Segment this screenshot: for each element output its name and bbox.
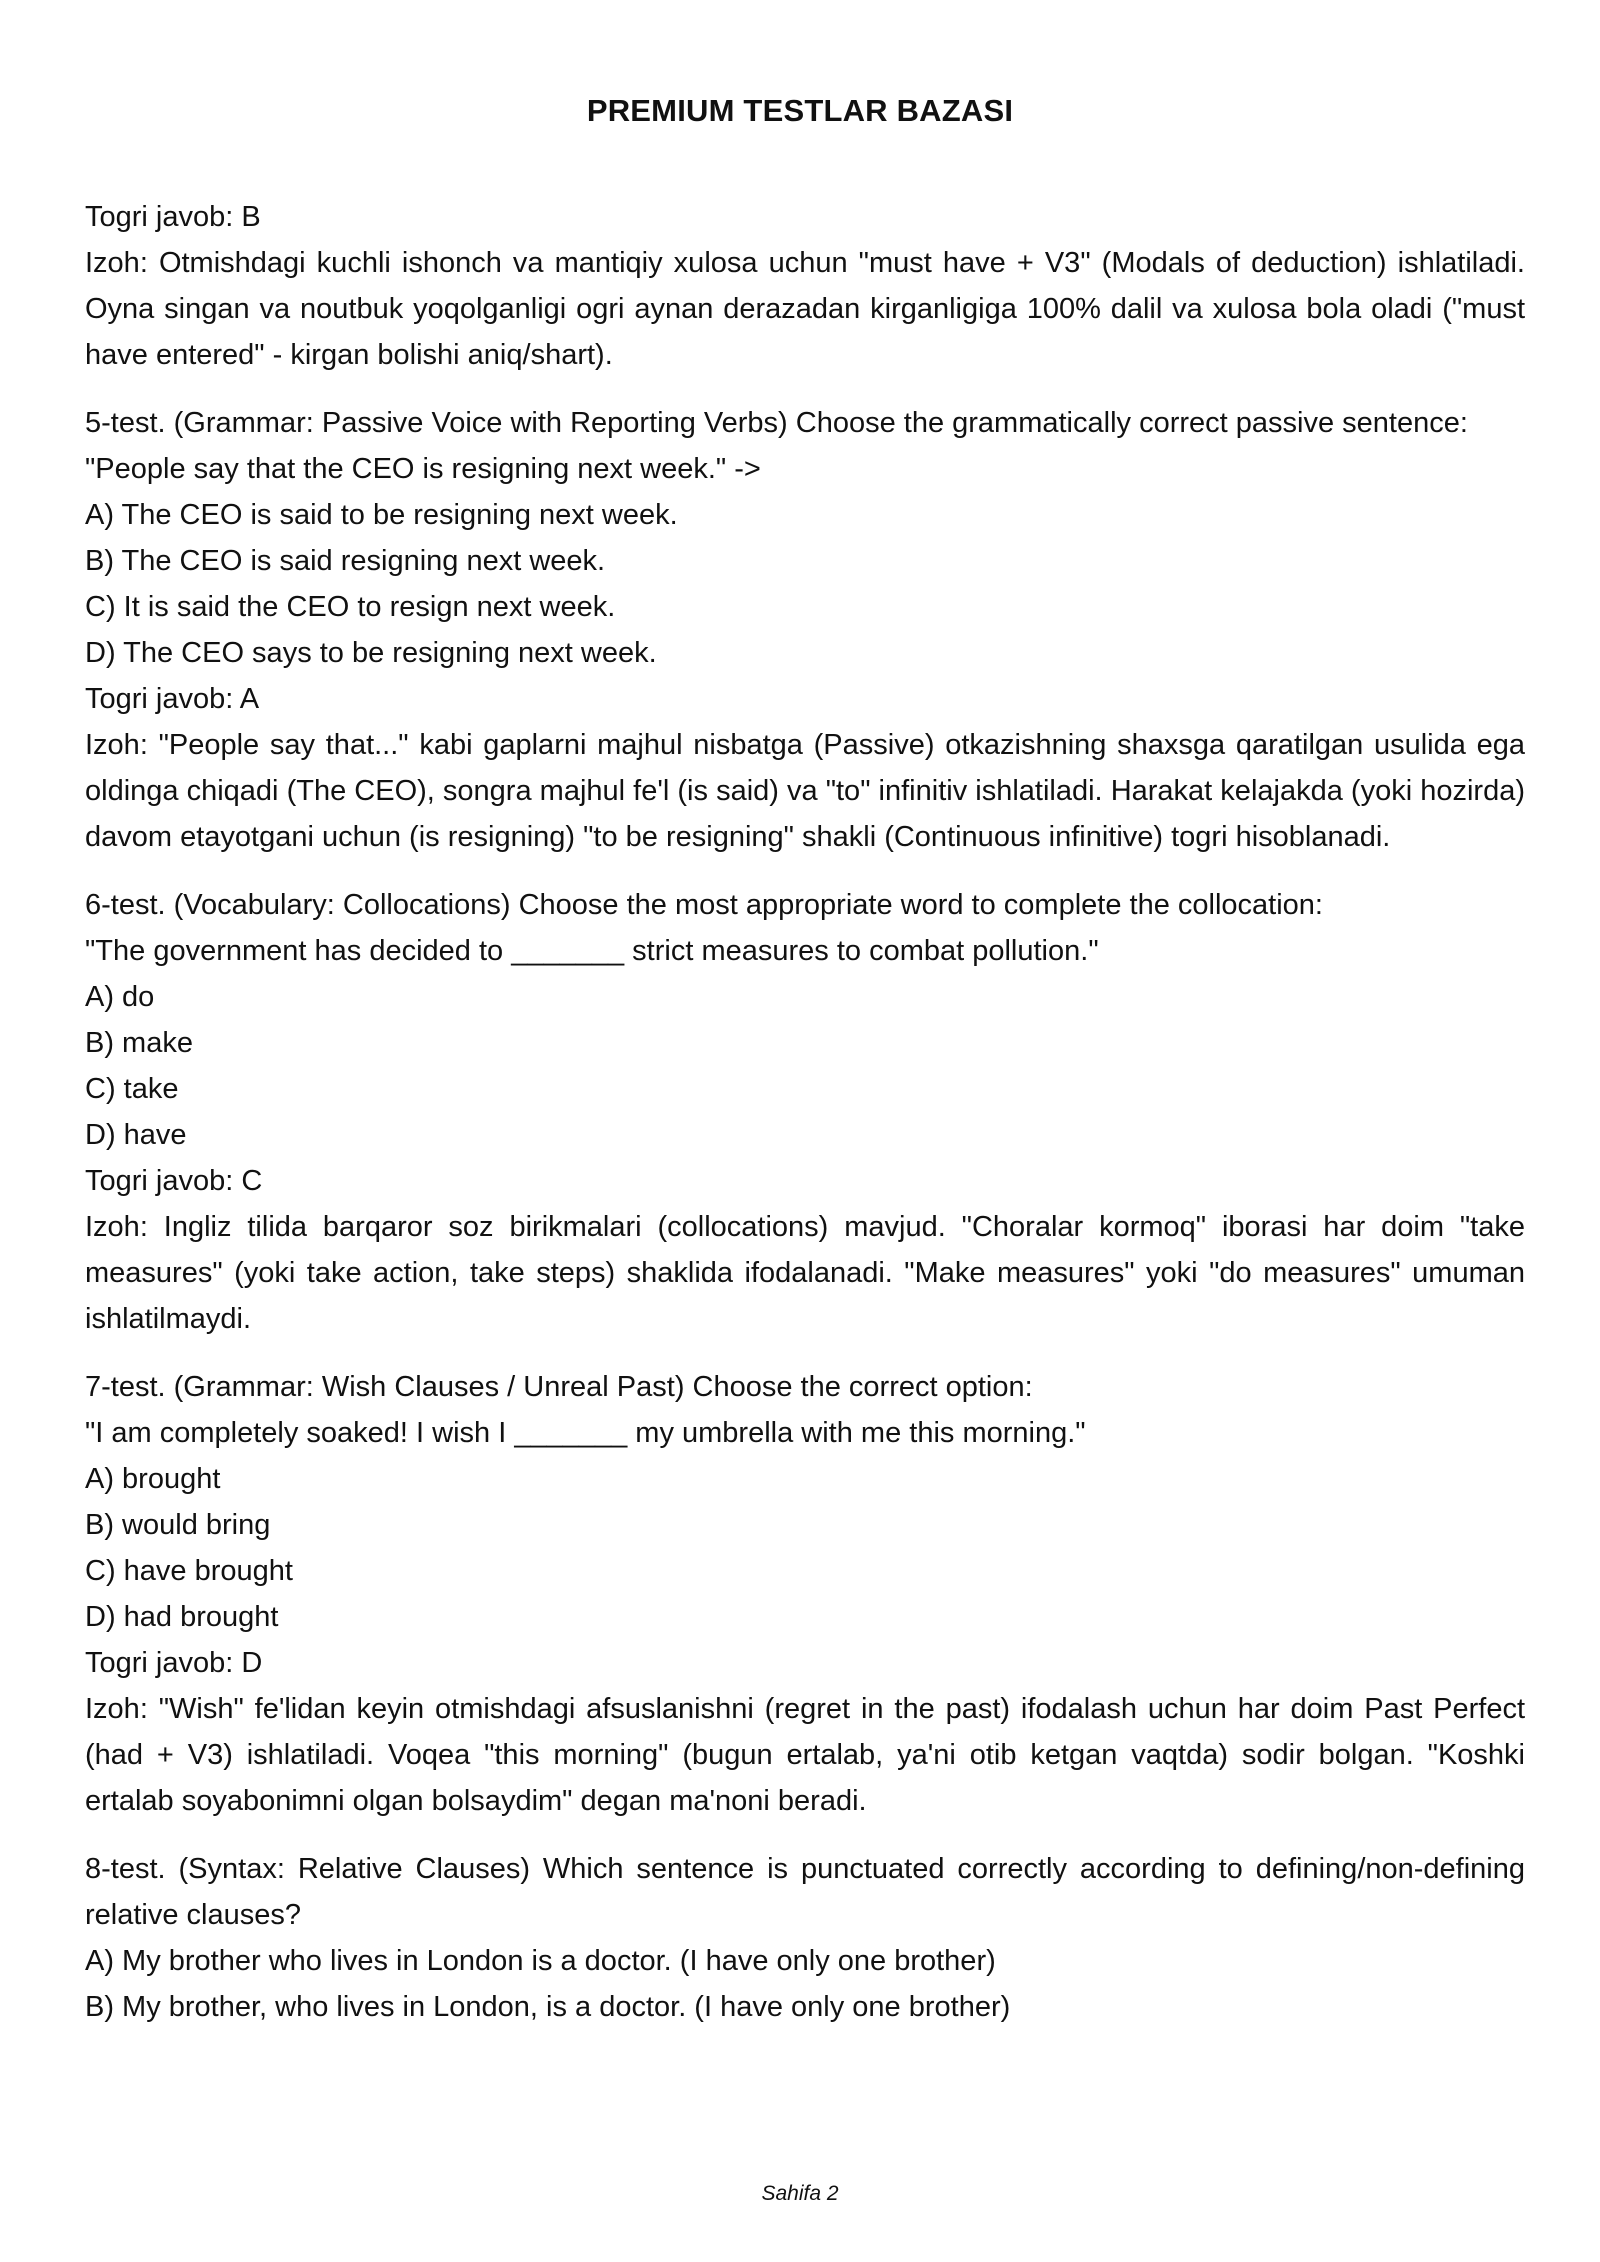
answer-line: Togri javob: A xyxy=(85,683,260,715)
explanation-paragraph: Izoh: "Wish" fe'lidan keyin otmishdagi afsuslanishni (regret in the past) ifodalash uchun har doim Past Perfect (had + V3) ishlatiladi. Voqea "this morning" (bugun ertalab, ya'ni otib ketgan vaqtda) sodir bolgan. "Koshki ertalab soyabonimni olgan bolsaydim" degan ma'noni beradi. xyxy=(85,1693,1525,1817)
answer-option: B) The CEO is said resigning next week. xyxy=(85,545,606,577)
answer-option: C) have brought xyxy=(85,1555,293,1587)
answer-option: C) It is said the CEO to resign next week. xyxy=(85,591,616,623)
document-body xyxy=(85,194,1525,2030)
answer-option: A) do xyxy=(85,981,155,1013)
question-prompt: "The government has decided to _______ strict measures to combat pollution." xyxy=(85,935,1099,967)
answer-option: A) My brother who lives in London is a doctor. (I have only one brother) xyxy=(85,1945,996,1977)
answer-option: A) brought xyxy=(85,1463,221,1495)
question-header: 8-test. (Syntax: Relative Clauses) Which sentence is punctuated correctly according to defining/non-defining relative clauses? xyxy=(85,1853,1525,1931)
question-block xyxy=(85,400,1525,860)
page-footer: Sahifa 2 xyxy=(761,2182,839,2205)
question-prompt: "People say that the CEO is resigning next week." -> xyxy=(85,453,761,485)
answer-line: Togri javob: B xyxy=(85,201,261,233)
question-block xyxy=(85,1846,1525,2030)
question-header: 7-test. (Grammar: Wish Clauses / Unreal Past) Choose the correct option: xyxy=(85,1371,1033,1403)
answer-option: D) had brought xyxy=(85,1601,279,1633)
answer-option: B) would bring xyxy=(85,1509,271,1541)
answer-option: C) take xyxy=(85,1073,179,1105)
question-header: 5-test. (Grammar: Passive Voice with Reporting Verbs) Choose the grammatically correct passive sentence: xyxy=(85,407,1468,439)
question-header: 6-test. (Vocabulary: Collocations) Choose the most appropriate word to complete the collocation: xyxy=(85,889,1323,921)
answer-option: B) make xyxy=(85,1027,193,1059)
answer-line: Togri javob: C xyxy=(85,1165,263,1197)
explanation-paragraph: Izoh: "People say that..." kabi gaplarni majhul nisbatga (Passive) otkazishning shaxsga qaratilgan usulida ega oldinga chiqadi (The CEO), songra majhul fe'l (is said) va "to" infinitiv ishlatiladi. Harakat kelajakda (yoki hozirda) davom etayotgani uchun (is resigning) "to be resigning" shakli (Continuous infinitive) togri hisoblanadi. xyxy=(85,729,1525,853)
explanation-paragraph: Izoh: Ingliz tilida barqaror soz birikmalari (collocations) mavjud. "Choralar kormoq" iborasi har doim "take measures" (yoki take action, take steps) shaklida ifodalanadi. "Make measures" yoki "do measures" umuman ishlatilmaydi. xyxy=(85,1211,1525,1335)
question-block xyxy=(85,1364,1525,1824)
question-block xyxy=(85,882,1525,1342)
explanation-paragraph: Izoh: Otmishdagi kuchli ishonch va mantiqiy xulosa uchun "must have + V3" (Modals of deduction) ishlatiladi. Oyna singan va noutbuk yoqolganligi ogri aynan derazadan kirganligiga 100% dalil va xulosa bola oladi ("must have entered" - kirgan bolishi aniq/shart). xyxy=(85,247,1525,371)
answer-option: A) The CEO is said to be resigning next week. xyxy=(85,499,678,531)
answer-option: D) The CEO says to be resigning next week. xyxy=(85,637,657,669)
answer-option: B) My brother, who lives in London, is a doctor. (I have only one brother) xyxy=(85,1991,1011,2023)
answer-line: Togri javob: D xyxy=(85,1647,263,1679)
document-title: PREMIUM TESTLAR BAZASI xyxy=(586,93,1014,128)
answer-option: D) have xyxy=(85,1119,187,1151)
question-prompt: "I am completely soaked! I wish I _______ my umbrella with me this morning." xyxy=(85,1417,1086,1449)
